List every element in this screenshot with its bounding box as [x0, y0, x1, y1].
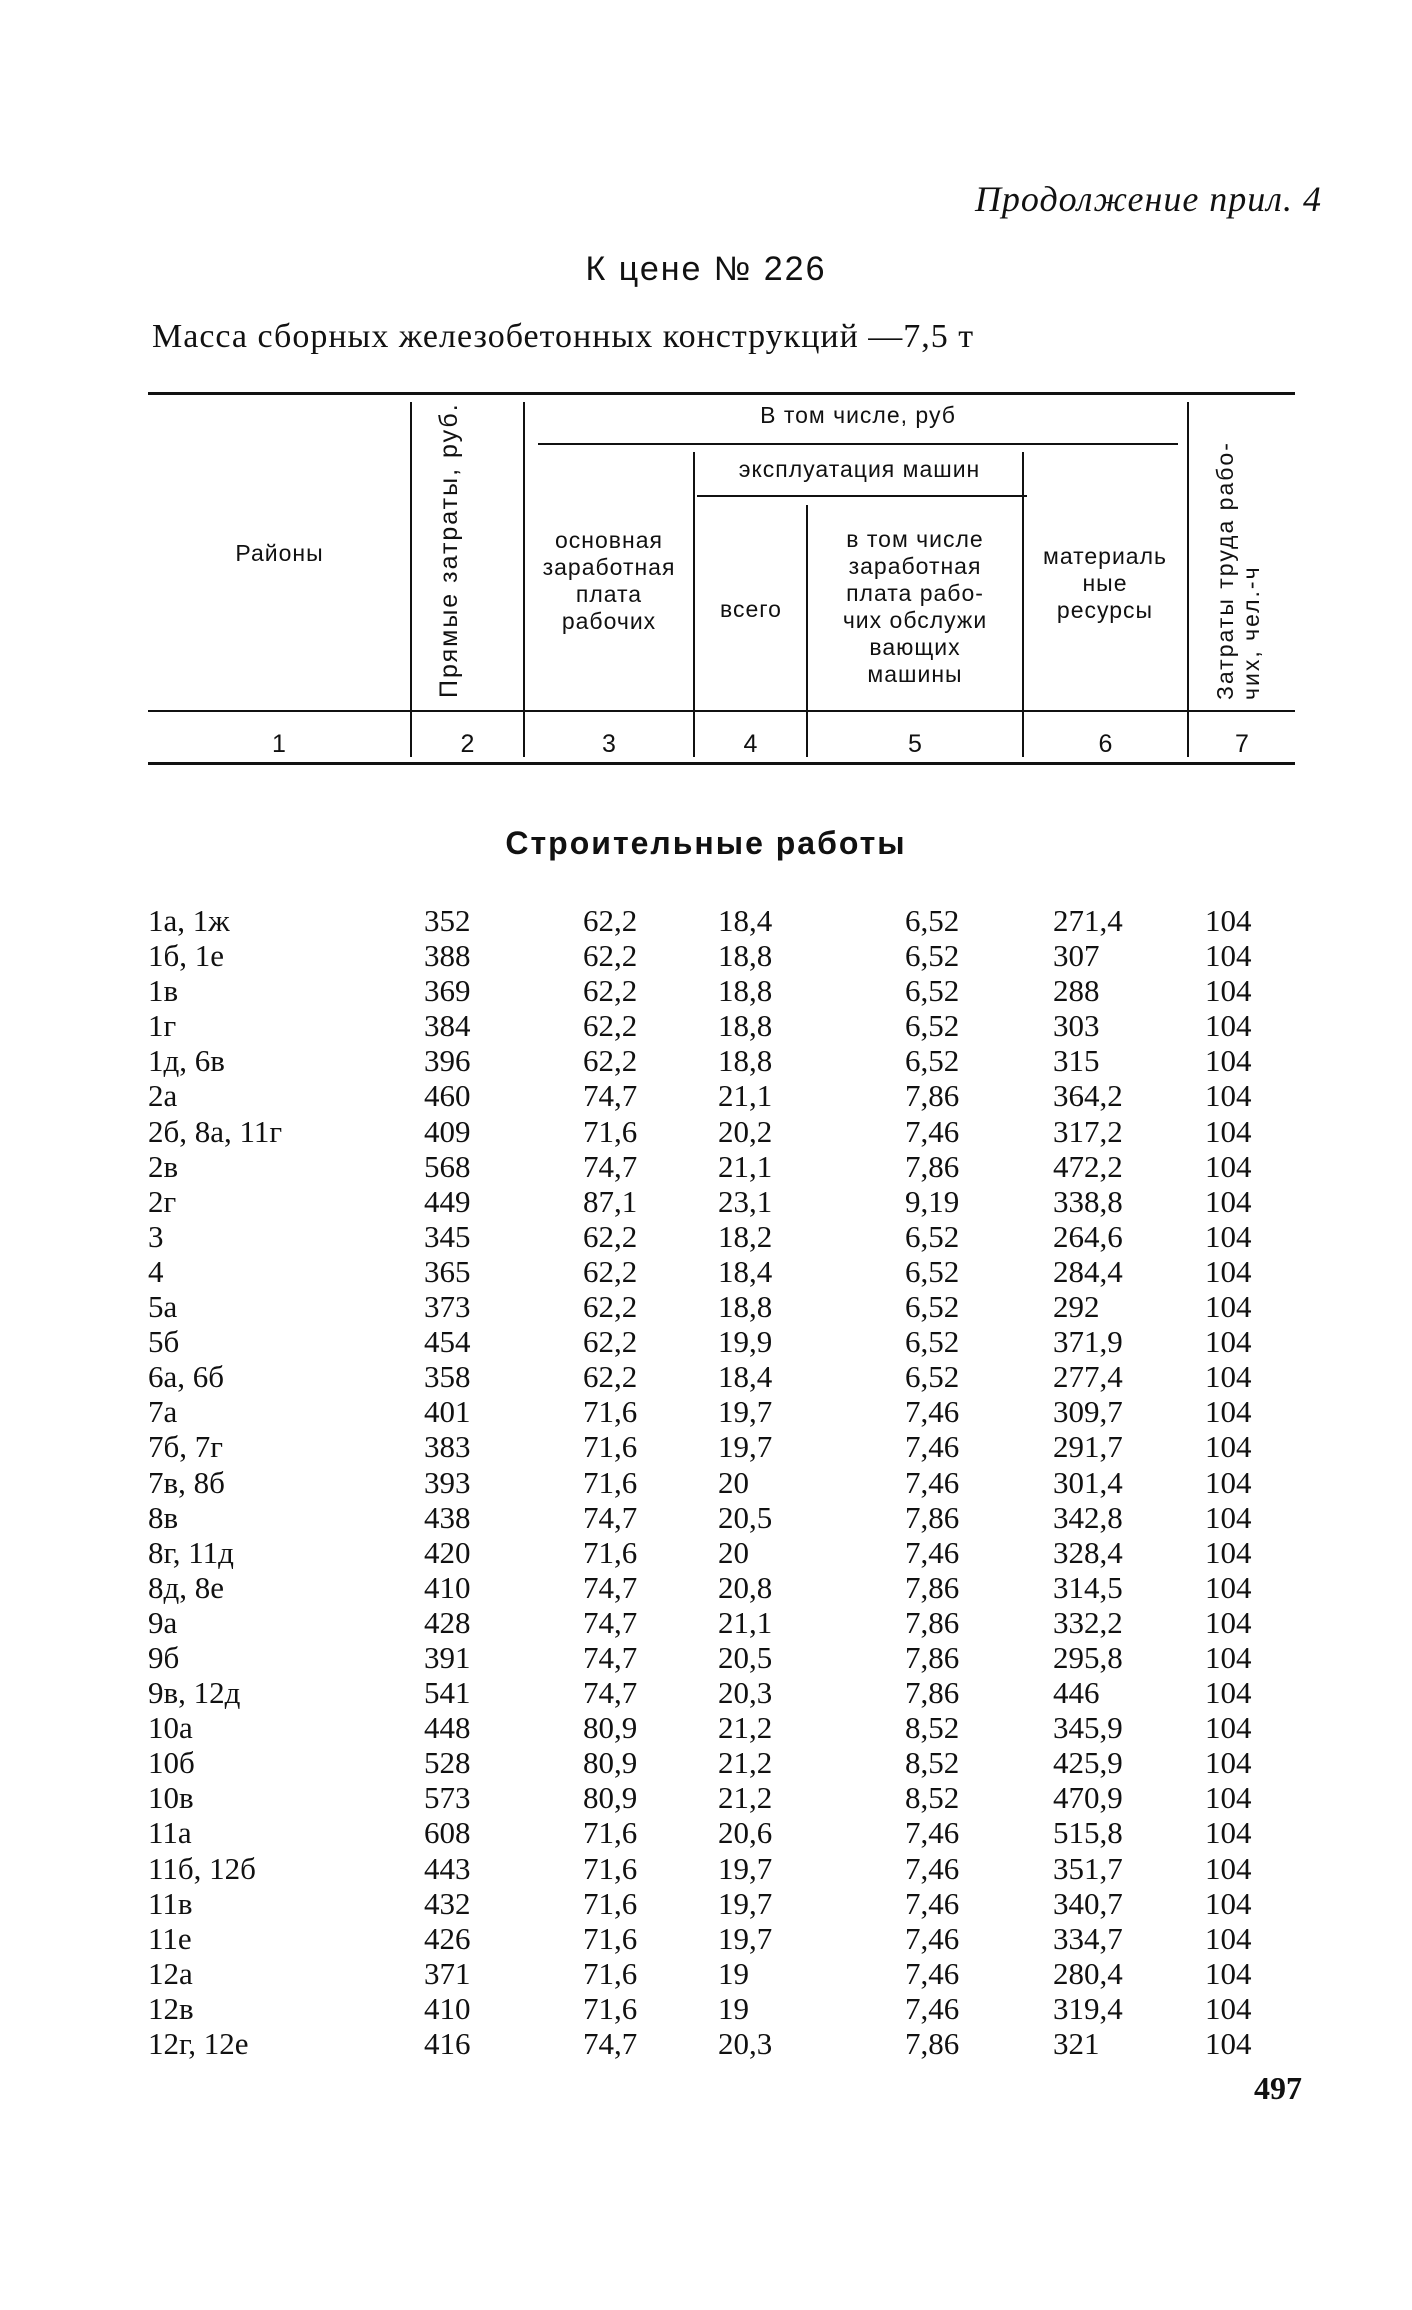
value-cell-col2: 426: [424, 1920, 471, 1956]
value-cell-col5: 7,86: [905, 2026, 960, 2061]
value-cell-col5: 6,52: [905, 1253, 960, 1289]
value-cell-col4: 19,9: [718, 1324, 773, 1360]
value-cell-col3: 74,7: [583, 1639, 638, 1675]
value-cell-col4: 20: [718, 1534, 749, 1570]
col-divider-6: [1187, 402, 1189, 757]
district-cell: 12г, 12е: [148, 2026, 249, 2061]
value-cell-col7: 104: [1205, 1394, 1252, 1430]
value-cell-col6: 345,9: [1053, 1710, 1123, 1746]
value-cell-col3: 74,7: [583, 1078, 638, 1114]
value-cell-col7: 104: [1205, 1324, 1252, 1360]
value-cell-col5: 6,52: [905, 1043, 960, 1079]
value-cell-col3: 62,2: [583, 938, 638, 974]
value-cell-col7: 104: [1205, 938, 1252, 974]
district-cell: 2в: [148, 1148, 179, 1184]
header-bottom-rule: [148, 710, 1295, 712]
value-cell-col7: 104: [1205, 1183, 1252, 1219]
value-cell-col3: 74,7: [583, 1604, 638, 1640]
value-cell-col7: 104: [1205, 1569, 1252, 1605]
continuation-note: Продолжение прил. 4: [974, 179, 1322, 219]
district-cell: 2б, 8а, 11г: [148, 1113, 283, 1149]
table-row: [0, 1429, 1412, 1464]
table-row: [0, 1605, 1412, 1640]
value-cell-col5: 6,52: [905, 938, 960, 974]
value-cell-col5: 7,86: [905, 1148, 960, 1184]
value-cell-col5: 7,46: [905, 1113, 960, 1149]
value-cell-col3: 62,2: [583, 1043, 638, 1079]
value-cell-col2: 416: [424, 2026, 471, 2061]
value-cell-col6: 342,8: [1053, 1499, 1123, 1535]
value-cell-col2: 383: [424, 1429, 471, 1465]
value-cell-col5: 7,46: [905, 1885, 960, 1921]
value-cell-col4: 18,4: [718, 1359, 773, 1395]
value-cell-col2: 568: [424, 1148, 471, 1184]
value-cell-col4: 19,7: [718, 1394, 773, 1430]
value-cell-col4: 20,8: [718, 1569, 773, 1605]
machines-rule: [697, 495, 1027, 497]
district-cell: 11б, 12б: [148, 1850, 256, 1886]
district-cell: 8в: [148, 1499, 179, 1535]
district-cell: 9б: [148, 1639, 180, 1675]
value-cell-col2: 528: [424, 1745, 471, 1781]
value-cell-col7: 104: [1205, 1850, 1252, 1886]
value-cell-col5: 6,52: [905, 1359, 960, 1395]
value-cell-col6: 314,5: [1053, 1569, 1123, 1605]
value-cell-col3: 80,9: [583, 1745, 638, 1781]
value-cell-col5: 7,46: [905, 1955, 960, 1991]
value-cell-col7: 104: [1205, 1043, 1252, 1079]
value-cell-col4: 18,8: [718, 938, 773, 974]
col1-header: Районы: [235, 540, 324, 566]
group-header: В том числе, руб: [760, 402, 956, 428]
value-cell-col7: 104: [1205, 1218, 1252, 1254]
value-cell-col3: 62,2: [583, 903, 638, 938]
value-cell-col2: 432: [424, 1885, 471, 1921]
value-cell-col6: 332,2: [1053, 1604, 1123, 1640]
value-cell-col6: 288: [1053, 973, 1100, 1009]
value-cell-col3: 71,6: [583, 1885, 638, 1921]
col-number-1: 1: [272, 730, 286, 758]
value-cell-col6: 301,4: [1053, 1464, 1123, 1500]
value-cell-col2: 369: [424, 973, 471, 1009]
table-row: [0, 1008, 1412, 1043]
value-cell-col7: 104: [1205, 1253, 1252, 1289]
value-cell-col7: 104: [1205, 1639, 1252, 1675]
value-cell-col3: 74,7: [583, 1675, 638, 1711]
value-cell-col7: 104: [1205, 1499, 1252, 1535]
district-cell: 9в, 12д: [148, 1675, 241, 1711]
value-cell-col6: 425,9: [1053, 1745, 1123, 1781]
value-cell-col4: 18,8: [718, 1043, 773, 1079]
value-cell-col4: 21,2: [718, 1710, 773, 1746]
value-cell-col2: 352: [424, 903, 471, 938]
table-row: [0, 1780, 1412, 1815]
table-row: [0, 1675, 1412, 1710]
table-row: [0, 1465, 1412, 1500]
value-cell-col4: 20,3: [718, 2026, 773, 2061]
value-cell-col7: 104: [1205, 1148, 1252, 1184]
col-divider-2: [523, 402, 525, 757]
value-cell-col4: 21,2: [718, 1780, 773, 1816]
value-cell-col4: 19,7: [718, 1885, 773, 1921]
value-cell-col6: 351,7: [1053, 1850, 1123, 1886]
district-cell: 1д, 6в: [148, 1043, 225, 1079]
value-cell-col6: 291,7: [1053, 1429, 1123, 1465]
value-cell-col5: 7,86: [905, 1499, 960, 1535]
value-cell-col3: 87,1: [583, 1183, 638, 1219]
value-cell-col6: 340,7: [1053, 1885, 1123, 1921]
district-cell: 11е: [148, 1920, 192, 1956]
price-heading: К цене № 226: [585, 250, 827, 288]
value-cell-col7: 104: [1205, 1534, 1252, 1570]
value-cell-col7: 104: [1205, 1008, 1252, 1044]
value-cell-col3: 71,6: [583, 1815, 638, 1851]
table-row: [0, 1184, 1412, 1219]
value-cell-col4: 18,8: [718, 1289, 773, 1325]
value-cell-col6: 307: [1053, 938, 1100, 974]
value-cell-col4: 18,4: [718, 903, 773, 938]
value-cell-col7: 104: [1205, 1289, 1252, 1325]
value-cell-col5: 7,86: [905, 1604, 960, 1640]
value-cell-col5: 7,46: [905, 1920, 960, 1956]
value-cell-col6: 371,9: [1053, 1324, 1123, 1360]
district-cell: 3: [148, 1218, 164, 1254]
value-cell-col4: 18,8: [718, 973, 773, 1009]
value-cell-col5: 8,52: [905, 1745, 960, 1781]
value-cell-col6: 309,7: [1053, 1394, 1123, 1430]
col6-header: материаль ные ресурсы: [1043, 543, 1167, 623]
table-row: [0, 1921, 1412, 1956]
district-cell: 4: [148, 1253, 164, 1289]
machines-header: эксплуатация машин: [738, 456, 981, 482]
value-cell-col3: 80,9: [583, 1780, 638, 1816]
district-cell: 7в, 8б: [148, 1464, 225, 1500]
district-cell: 1б, 1е: [148, 938, 225, 974]
value-cell-col5: 7,86: [905, 1078, 960, 1114]
table-row: [0, 1815, 1412, 1850]
value-cell-col3: 71,6: [583, 1113, 638, 1149]
value-cell-col7: 104: [1205, 973, 1252, 1009]
value-cell-col5: 6,52: [905, 1008, 960, 1044]
value-cell-col6: 303: [1053, 1008, 1100, 1044]
value-cell-col2: 608: [424, 1815, 471, 1851]
district-cell: 8г, 11д: [148, 1534, 234, 1570]
district-cell: 10б: [148, 1745, 195, 1781]
table-row: [0, 1886, 1412, 1921]
table-row: [0, 1254, 1412, 1289]
value-cell-col5: 7,46: [905, 1464, 960, 1500]
value-cell-col5: 6,52: [905, 903, 960, 938]
value-cell-col4: 21,1: [718, 1604, 773, 1640]
value-cell-col5: 7,46: [905, 1990, 960, 2026]
value-cell-col5: 7,46: [905, 1429, 960, 1465]
value-cell-col7: 104: [1205, 1780, 1252, 1816]
district-cell: 10в: [148, 1780, 194, 1816]
value-cell-col7: 104: [1205, 1920, 1252, 1956]
district-cell: 12в: [148, 1990, 194, 2026]
district-cell: 1г: [148, 1008, 177, 1044]
value-cell-col6: 284,4: [1053, 1253, 1123, 1289]
value-cell-col2: 396: [424, 1043, 471, 1079]
table-row: [0, 1535, 1412, 1570]
table-row: [0, 1043, 1412, 1078]
value-cell-col7: 104: [1205, 1359, 1252, 1395]
value-cell-col3: 62,2: [583, 1253, 638, 1289]
value-cell-col5: 8,52: [905, 1710, 960, 1746]
value-cell-col5: 7,86: [905, 1569, 960, 1605]
value-cell-col4: 19: [718, 1955, 749, 1991]
value-cell-col5: 7,46: [905, 1394, 960, 1430]
district-cell: 8д, 8е: [148, 1569, 225, 1605]
value-cell-col2: 410: [424, 1569, 471, 1605]
value-cell-col2: 573: [424, 1780, 471, 1816]
col-divider-4: [806, 505, 808, 757]
value-cell-col2: 345: [424, 1218, 471, 1254]
col7-header: Затраты труда рабо- чих, чел.-ч: [1212, 441, 1264, 700]
value-cell-col5: 7,46: [905, 1850, 960, 1886]
value-cell-col7: 104: [1205, 1113, 1252, 1149]
table-row: [0, 1289, 1412, 1324]
table-row: [0, 1359, 1412, 1394]
col-divider-1: [410, 402, 412, 757]
table-row: [0, 903, 1412, 938]
value-cell-col7: 104: [1205, 1675, 1252, 1711]
value-cell-col6: 334,7: [1053, 1920, 1123, 1956]
value-cell-col6: 321: [1053, 2026, 1100, 2061]
value-cell-col4: 23,1: [718, 1183, 773, 1219]
mass-line: Масса сборных железобетонных конструкций —7,5 т: [152, 318, 975, 355]
value-cell-col7: 104: [1205, 1885, 1252, 1921]
value-cell-col2: 384: [424, 1008, 471, 1044]
value-cell-col5: 9,19: [905, 1183, 960, 1219]
value-cell-col2: 410: [424, 1990, 471, 2026]
value-cell-col3: 62,2: [583, 1359, 638, 1395]
value-cell-col7: 104: [1205, 1710, 1252, 1746]
value-cell-col4: 19,7: [718, 1850, 773, 1886]
value-cell-col4: 20,6: [718, 1815, 773, 1851]
table-row: [0, 1956, 1412, 1991]
value-cell-col2: 401: [424, 1394, 471, 1430]
value-cell-col7: 104: [1205, 1815, 1252, 1851]
col-number-4: 4: [743, 730, 758, 758]
value-cell-col6: 277,4: [1053, 1359, 1123, 1395]
value-cell-col2: 391: [424, 1639, 471, 1675]
value-cell-col4: 18,4: [718, 1253, 773, 1289]
value-cell-col6: 470,9: [1053, 1780, 1123, 1816]
value-cell-col7: 104: [1205, 1078, 1252, 1114]
table-row: [0, 1394, 1412, 1429]
value-cell-col2: 428: [424, 1604, 471, 1640]
value-cell-col3: 80,9: [583, 1710, 638, 1746]
table-row: [0, 1078, 1412, 1113]
value-cell-col5: 6,52: [905, 1218, 960, 1254]
value-cell-col6: 515,8: [1053, 1815, 1123, 1851]
col-divider-3: [693, 452, 695, 757]
value-cell-col4: 21,1: [718, 1148, 773, 1184]
value-cell-col2: 448: [424, 1710, 471, 1746]
district-cell: 1в: [148, 973, 179, 1009]
district-cell: 10а: [148, 1710, 193, 1746]
col-number-2: 2: [460, 730, 475, 758]
value-cell-col6: 271,4: [1053, 903, 1123, 938]
col-number-5: 5: [908, 730, 922, 758]
value-cell-col5: 7,46: [905, 1815, 960, 1851]
table-row: [0, 1324, 1412, 1359]
value-cell-col3: 62,2: [583, 1218, 638, 1254]
value-cell-col4: 20,5: [718, 1639, 773, 1675]
district-cell: 6а, 6б: [148, 1359, 225, 1395]
value-cell-col4: 20: [718, 1464, 749, 1500]
value-cell-col2: 438: [424, 1499, 471, 1535]
table-row: [0, 1500, 1412, 1535]
value-cell-col4: 18,8: [718, 1008, 773, 1044]
value-cell-col6: 338,8: [1053, 1183, 1123, 1219]
data-table-body: [0, 903, 1412, 2061]
table-row: [0, 1640, 1412, 1675]
value-cell-col5: 7,86: [905, 1639, 960, 1675]
col3-header: основная заработная плата рабочих: [542, 527, 676, 634]
value-cell-col7: 104: [1205, 1745, 1252, 1781]
value-cell-col2: 409: [424, 1113, 471, 1149]
value-cell-col6: 472,2: [1053, 1148, 1123, 1184]
value-cell-col2: 365: [424, 1253, 471, 1289]
section-title: Строительные работы: [505, 825, 907, 861]
col2-header: Прямые затраты, руб.: [435, 402, 463, 698]
group-rule: [538, 443, 1178, 445]
col-number-7: 7: [1235, 730, 1249, 758]
page-number: 497: [1254, 2070, 1302, 2106]
table-row: [0, 1219, 1412, 1254]
district-cell: 12а: [148, 1955, 193, 1991]
col-number-3: 3: [602, 730, 616, 758]
value-cell-col3: 71,6: [583, 1464, 638, 1500]
value-cell-col6: 317,2: [1053, 1113, 1123, 1149]
value-cell-col2: 454: [424, 1324, 471, 1360]
value-cell-col3: 71,6: [583, 1394, 638, 1430]
value-cell-col3: 62,2: [583, 973, 638, 1009]
value-cell-col6: 295,8: [1053, 1639, 1123, 1675]
value-cell-col6: 292: [1053, 1289, 1100, 1325]
value-cell-col4: 18,2: [718, 1218, 773, 1254]
value-cell-col5: 6,52: [905, 1324, 960, 1360]
table-row: [0, 973, 1412, 1008]
value-cell-col4: 19,7: [718, 1429, 773, 1465]
district-cell: 9а: [148, 1604, 178, 1640]
value-cell-col4: 21,2: [718, 1745, 773, 1781]
table-row: [0, 1991, 1412, 2026]
col-number-6: 6: [1098, 730, 1113, 758]
value-cell-col3: 62,2: [583, 1008, 638, 1044]
col5-header: в том числе заработная плата рабо- чих обслужи вающих машины: [842, 526, 988, 687]
value-cell-col5: 6,52: [905, 973, 960, 1009]
value-cell-col4: 19: [718, 1990, 749, 2026]
value-cell-col2: 388: [424, 938, 471, 974]
value-cell-col5: 7,86: [905, 1675, 960, 1711]
value-cell-col3: 62,2: [583, 1289, 638, 1325]
value-cell-col7: 104: [1205, 1604, 1252, 1640]
table-row: [0, 1745, 1412, 1780]
table-row: [0, 2026, 1412, 2061]
value-cell-col2: 420: [424, 1534, 471, 1570]
value-cell-col2: 393: [424, 1464, 471, 1500]
value-cell-col4: 19,7: [718, 1920, 773, 1956]
district-cell: 2г: [148, 1183, 177, 1219]
value-cell-col3: 74,7: [583, 1148, 638, 1184]
value-cell-col3: 74,7: [583, 1569, 638, 1605]
table-row: [0, 1851, 1412, 1886]
district-cell: 7а: [148, 1394, 178, 1430]
value-cell-col3: 62,2: [583, 1324, 638, 1360]
col4-header: всего: [720, 596, 782, 622]
table-row: [0, 1570, 1412, 1605]
col-divider-5: [1022, 452, 1024, 757]
table-row: [0, 1149, 1412, 1184]
value-cell-col3: 71,6: [583, 1429, 638, 1465]
value-cell-col7: 104: [1205, 1464, 1252, 1500]
top-rule: [148, 392, 1295, 395]
value-cell-col2: 371: [424, 1955, 471, 1991]
value-cell-col6: 319,4: [1053, 1990, 1123, 2026]
value-cell-col7: 104: [1205, 1429, 1252, 1465]
numbers-bottom-rule: [148, 762, 1295, 765]
value-cell-col2: 358: [424, 1359, 471, 1395]
value-cell-col4: 20,5: [718, 1499, 773, 1535]
district-cell: 5б: [148, 1324, 180, 1360]
value-cell-col3: 71,6: [583, 1990, 638, 2026]
value-cell-col6: 446: [1053, 1675, 1100, 1711]
table-row: [0, 1710, 1412, 1745]
value-cell-col6: 264,6: [1053, 1218, 1123, 1254]
value-cell-col3: 71,6: [583, 1534, 638, 1570]
value-cell-col6: 364,2: [1053, 1078, 1123, 1114]
table-row: [0, 938, 1412, 973]
value-cell-col4: 21,1: [718, 1078, 773, 1114]
value-cell-col3: 71,6: [583, 1920, 638, 1956]
value-cell-col7: 104: [1205, 1990, 1252, 2026]
table-row: [0, 1114, 1412, 1149]
district-cell: 2а: [148, 1078, 178, 1114]
value-cell-col3: 71,6: [583, 1955, 638, 1991]
value-cell-col7: 104: [1205, 903, 1252, 938]
value-cell-col2: 373: [424, 1289, 471, 1325]
value-cell-col6: 280,4: [1053, 1955, 1123, 1991]
value-cell-col7: 104: [1205, 2026, 1252, 2061]
value-cell-col3: 74,7: [583, 2026, 638, 2061]
value-cell-col2: 443: [424, 1850, 471, 1886]
value-cell-col2: 460: [424, 1078, 471, 1114]
district-cell: 11а: [148, 1815, 192, 1851]
value-cell-col6: 315: [1053, 1043, 1100, 1079]
value-cell-col7: 104: [1205, 1955, 1252, 1991]
value-cell-col2: 449: [424, 1183, 471, 1219]
value-cell-col6: 328,4: [1053, 1534, 1123, 1570]
value-cell-col4: 20,3: [718, 1675, 773, 1711]
value-cell-col2: 541: [424, 1675, 471, 1711]
value-cell-col3: 74,7: [583, 1499, 638, 1535]
value-cell-col5: 8,52: [905, 1780, 960, 1816]
district-cell: 11в: [148, 1885, 193, 1921]
district-cell: 5а: [148, 1289, 178, 1325]
district-cell: 1а, 1ж: [148, 903, 230, 938]
value-cell-col5: 7,46: [905, 1534, 960, 1570]
value-cell-col4: 20,2: [718, 1113, 773, 1149]
value-cell-col5: 6,52: [905, 1289, 960, 1325]
district-cell: 7б, 7г: [148, 1429, 223, 1465]
value-cell-col3: 71,6: [583, 1850, 638, 1886]
